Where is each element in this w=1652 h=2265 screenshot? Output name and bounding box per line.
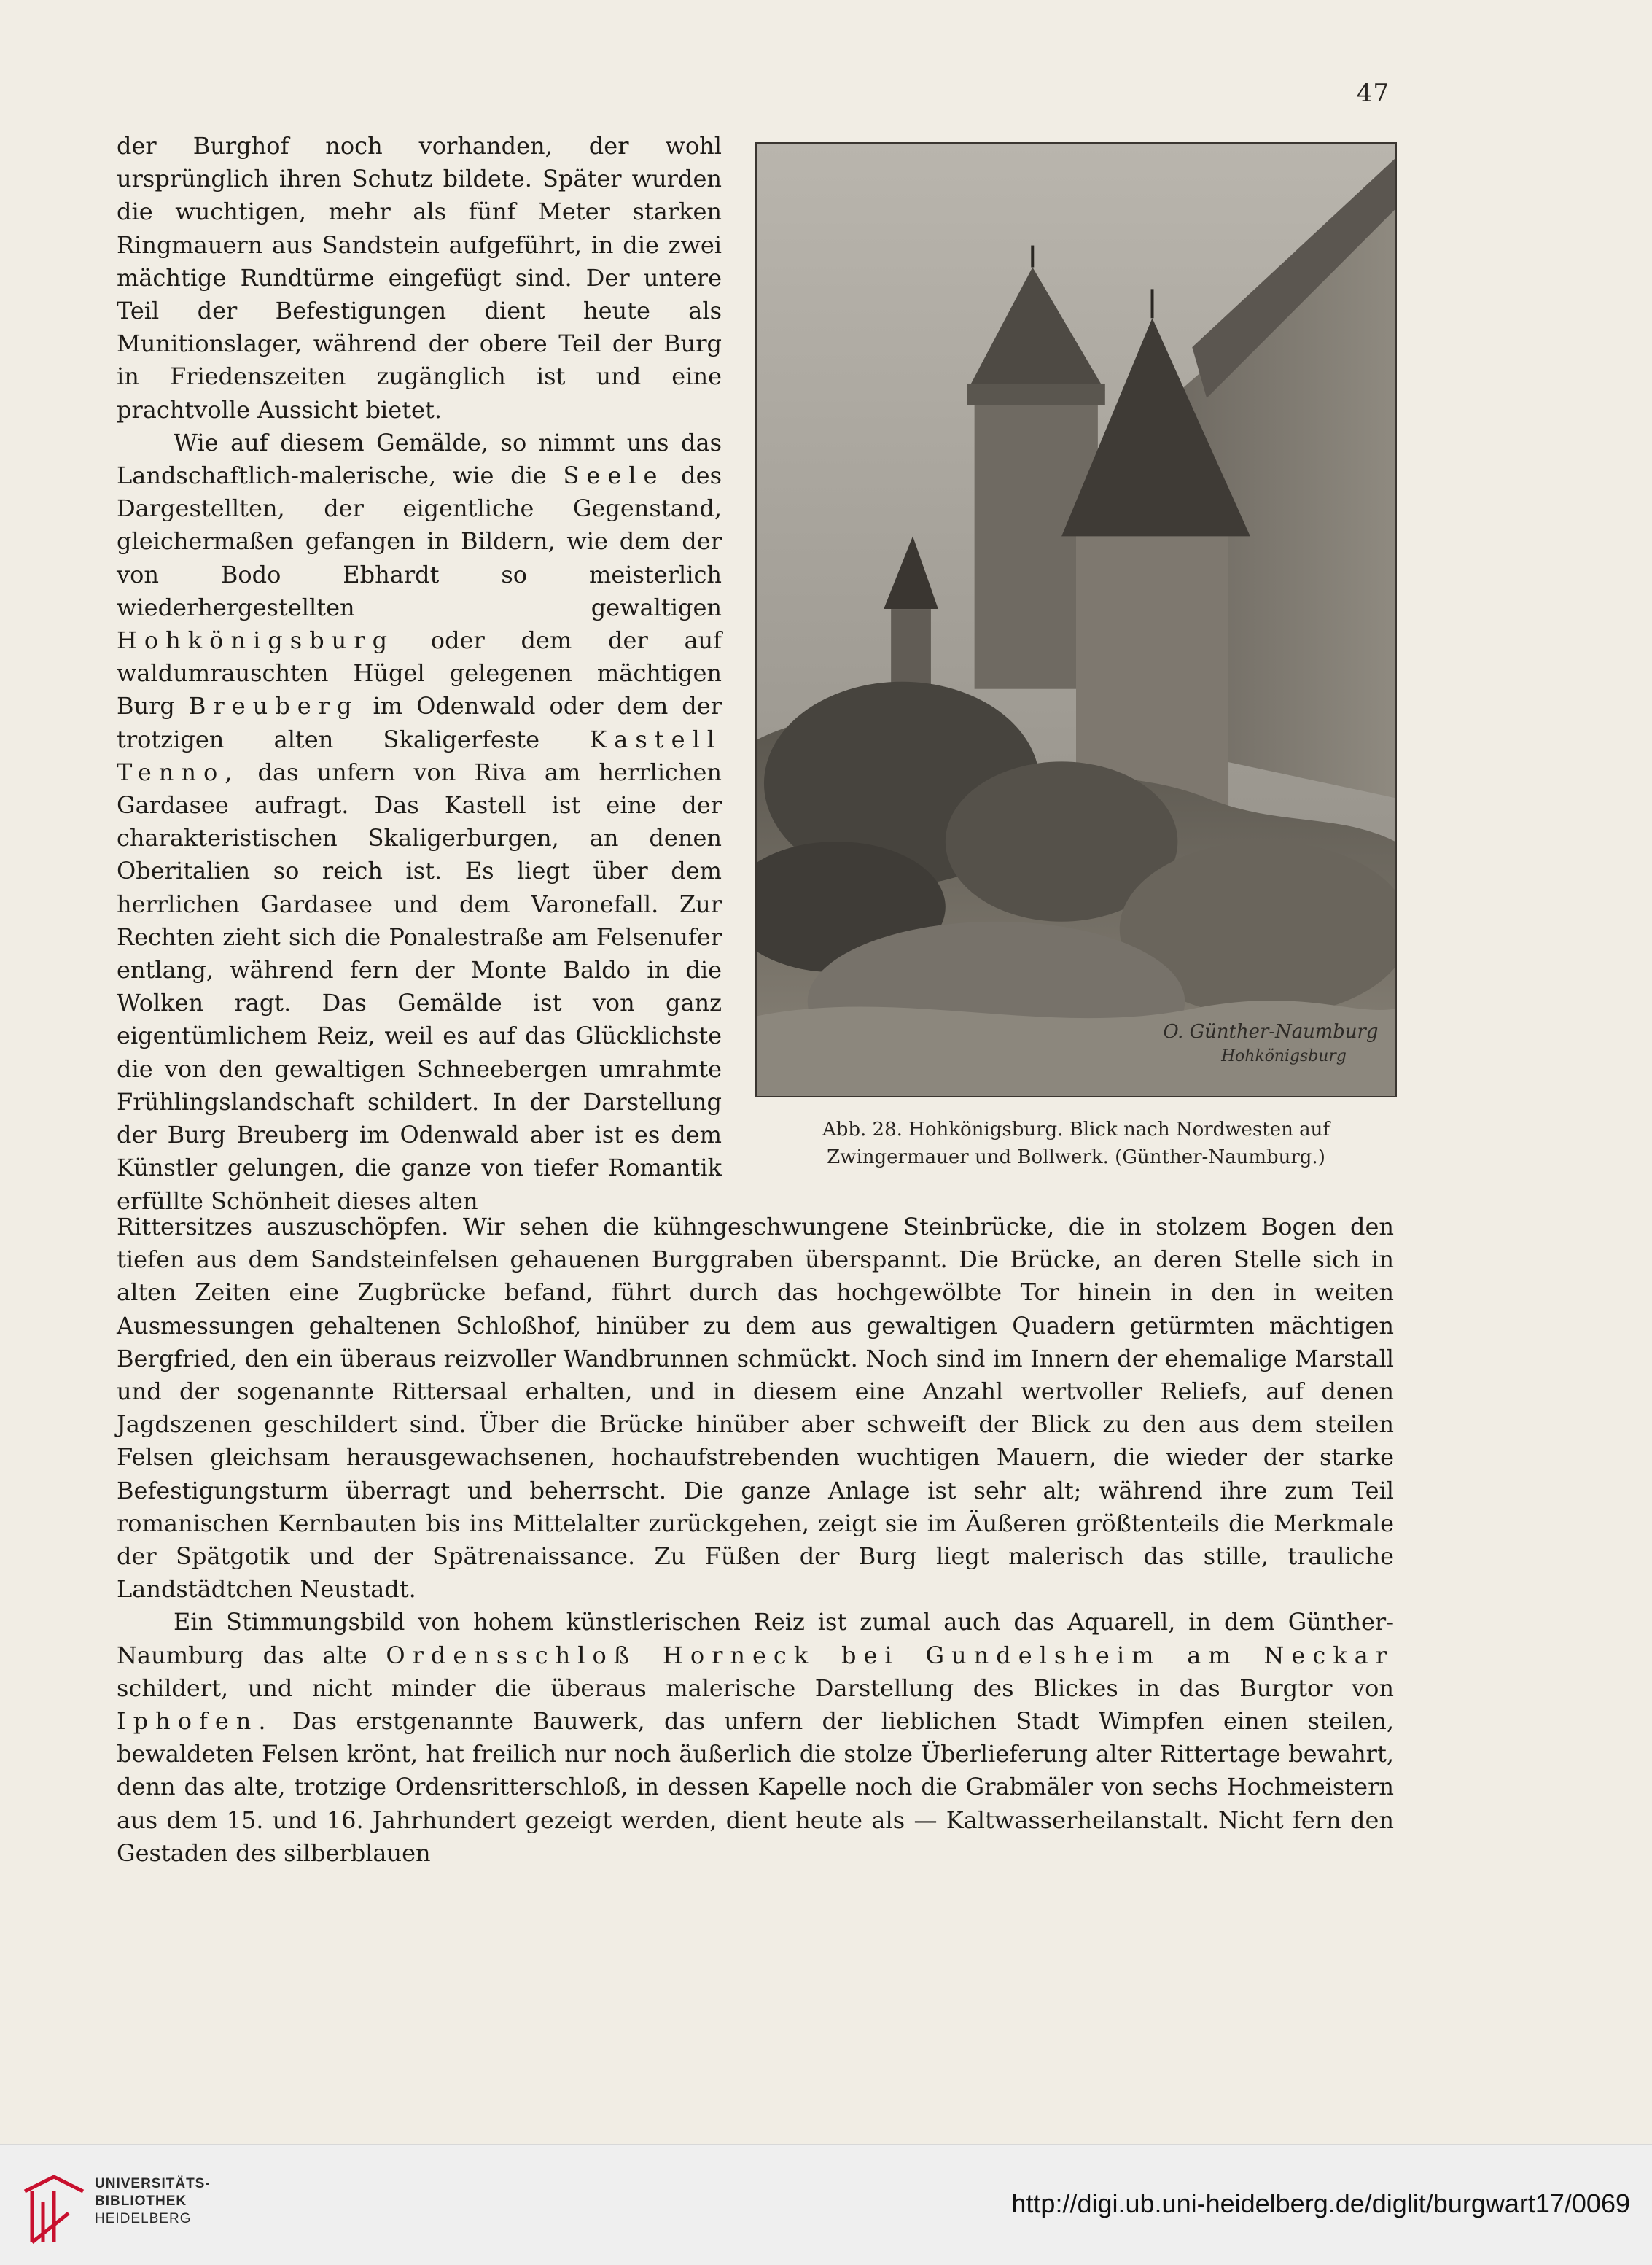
viewer-footer [0, 2144, 1652, 2265]
figure-illustration [755, 142, 1397, 1097]
caption-line-1: Abb. 28. Hohkönigsburg. Blick nach Nordwesten auf [822, 1119, 1330, 1141]
castle-illustration [757, 144, 1395, 1096]
paragraph-3: Rittersitzes auszuschöpfen. Wir sehen die kühngeschwungene Steinbrücke, die in stolzem Bogen den tiefen aus dem Sandsteinfelsen gehauenen Burggraben überspannt. Die Brücke, an deren Stelle sich in alten Zeiten eine Zugbrücke befand, führt durch das hochgewölbte Tor hinein in den in weiten Ausmessungen gehaltenen Schloßhof, hinüber zu dem aus gewaltigen Quadern getürmten mächtigen Bergfried, den ein überaus reizvoller Wandbrunnen schmückt. Noch sind im Innern der ehemalige Marstall und der sogenannte Rittersaal erhalten, und in diesem eine Anzahl wertvoller Reliefs, auf denen Jagdszenen geschildert sind. Über die Brücke hinüber aber schweift der Blick zu den aus dem steilen Felsen gleichsam herausgewachsenen, hochaufstrebenden wuchtigen Mauern, die wieder der starke Befestigungsturm überragt und beherrscht. Die ganze Anlage ist sehr alt; während ihre zum Teil romanischen Kernbauten bis ins Mittelalter zurückgehen, zeigt sie im Äußeren größtenteils die Merkmale der Spätgotik und der Spätrenaissance. Zu Füßen der Burg liegt malerisch das stille, trauliche Landstädtchen Neustadt. [117, 1213, 1394, 1604]
university-library-logo-icon [17, 2169, 90, 2250]
full-width-text [117, 1211, 1394, 1870]
left-column-text [117, 130, 722, 1218]
caption-line-2: Zwingermauer und Bollwerk. (Günther-Naumburg.) [827, 1146, 1325, 1168]
paragraph-1: der Burghof noch vorhanden, der wohl ursprünglich ihren Schutz bildete. Später wurden die wuchtigen, mehr als fünf Meter starken Ringmauern aus Sandstein aufgeführt, in die zwei mächtige Rundtürme eingefügt sind. Der untere Teil der Befestigungen dient heute als Munitionslager, während der obere Teil der Burg in Friedenszeiten zugänglich ist und eine prachtvolle Aussicht bietet. [117, 132, 722, 424]
artist-signature: O. Günther-Naumburg [1163, 1021, 1379, 1044]
page-url[interactable]: http://digi.ub.uni-heidelberg.de/diglit/burgwart17/0069 [1011, 2188, 1630, 2218]
artist-signature-location: Hohkönigsburg [1221, 1047, 1347, 1066]
figure-caption [755, 1116, 1397, 1171]
paragraph-4: Ein Stimmungsbild von hohem künstlerischen Reiz ist zumal auch das Aquarell, in dem Günther-Naumburg das alte Ordensschloß Horneck bei Gundelsheim am Neckar schildert, und nicht minder die überaus malerische Darstellung des Blickes in das Burgtor von Iphofen. Das erstgenannte Bauwerk, das unfern der lieblichen Stadt Wimpfen einen steilen, bewaldeten Felsen krönt, hat freilich nur noch äußerlich die stolze Überlieferung alter Rittertage bewahrt, denn das alte, trotzige Ordensritterschloß, in dessen Kapelle noch die Grabmäler von sechs Hochmeistern aus dem 15. und 16. Jahrhundert gezeigt werden, dient heute als — Kaltwasserheilanstalt. Nicht fern den Gestaden des silberblauen [117, 1608, 1395, 1867]
paragraph-2: Wie auf diesem Gemälde, so nimmt uns das Landschaftlich-malerische, wie die Seele des Dargestellten, der eigentliche Gegenstand, gleichermaßen gefangen in Bildern, wie dem der von Bodo Ebhardt so meisterlich wiederhergestellten gewaltigen Hohkönigsburg oder dem der auf waldumrauschten Hügel gelegenen mächtigen Burg Breuberg im Odenwald oder dem der trotzigen alten Skaligerfeste Kastell Tenno, das unfern von Riva am herrlichen Gardasee aufragt. Das Kastell ist eine der charakteristischen Skaligerburgen, an denen Oberitalien so reich ist. Es liegt über dem herrlichen Gardasee und dem Varonefall. Zur Rechten zieht sich die Ponalestraße am Felsenufer entlang, während fern der Monte Baldo in die Wolken ragt. Das Gemälde ist von ganz eigentümlichem Reiz, weil es auf das Glücklichste die von den gewaltigen Schneebergen umrahmte Frühlingslandschaft schildert. In der Darstellung der Burg Breuberg im Odenwald aber ist es dem Künstler gelungen, die ganze von tiefer Romantik erfüllte Schönheit dieses alten [117, 428, 722, 1215]
page-number: 47 [1356, 79, 1390, 108]
library-name: UNIVERSITÄTS- BIBLIOTHEK HEIDELBERG [95, 2176, 211, 2226]
